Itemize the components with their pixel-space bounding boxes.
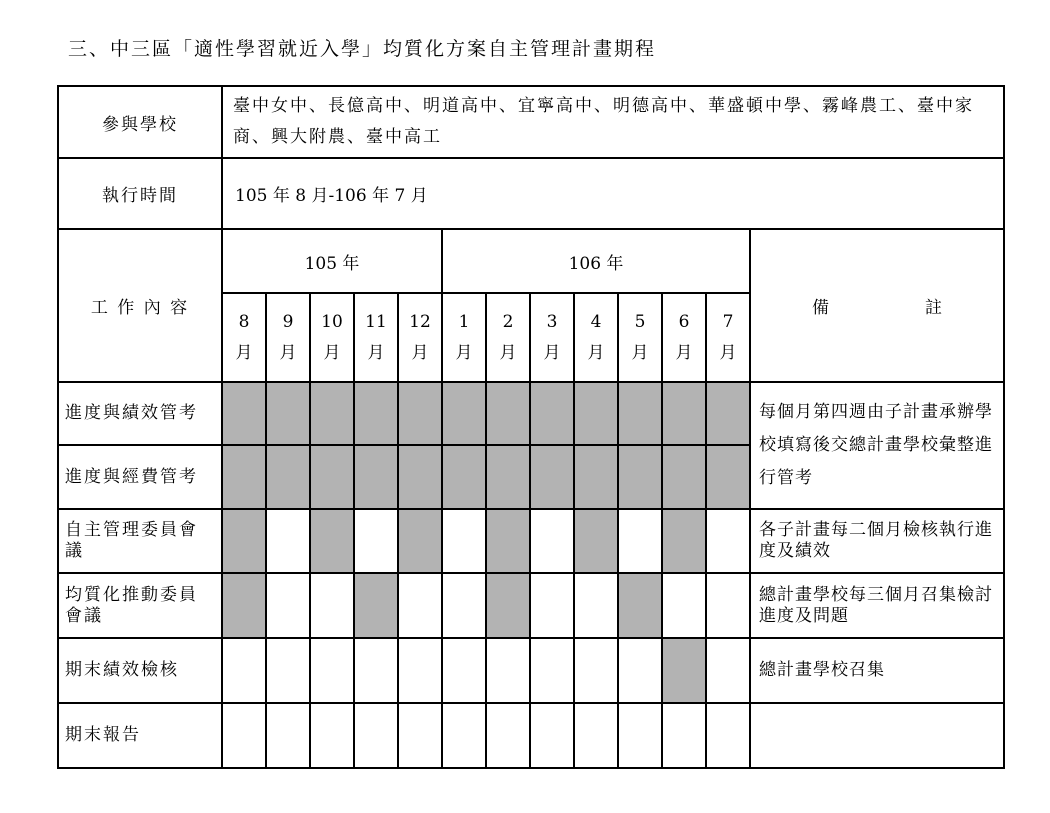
month-unit: 月 xyxy=(455,342,473,363)
task-label: 期末報告 xyxy=(58,703,222,768)
year-header-row xyxy=(58,229,1004,293)
month-number: 7 xyxy=(722,311,734,332)
schedule-cell xyxy=(486,573,530,638)
schedule-cell xyxy=(266,445,310,509)
remark-cell: 每個月第四週由子計畫承辦學校填寫後交總計畫學校彙整進行管考 xyxy=(750,382,1004,509)
month-number: 11 xyxy=(365,311,387,332)
month-header-12 xyxy=(706,293,750,382)
schedule-cell xyxy=(442,445,486,509)
schedule-table xyxy=(57,85,1005,769)
month-unit: 月 xyxy=(631,342,649,363)
schedule-cell xyxy=(706,703,750,768)
schedule-cell xyxy=(398,638,442,703)
task-row xyxy=(58,638,1004,703)
schedule-cell xyxy=(222,703,266,768)
schedule-cell xyxy=(398,703,442,768)
schedule-cell xyxy=(442,382,486,445)
schedule-cell xyxy=(222,382,266,445)
participants-row xyxy=(58,86,1004,158)
schedule-cell xyxy=(222,638,266,703)
month-number: 5 xyxy=(634,311,646,332)
schedule-cell xyxy=(266,638,310,703)
schedule-cell xyxy=(266,382,310,445)
period-label: 執行時間 xyxy=(58,158,222,229)
schedule-cell xyxy=(442,703,486,768)
schedule-cell xyxy=(266,573,310,638)
month-number: 10 xyxy=(321,311,343,332)
remark-cell: 總計畫學校召集 xyxy=(750,638,1004,703)
schedule-cell xyxy=(398,445,442,509)
month-header-3 xyxy=(310,293,354,382)
month-number: 2 xyxy=(502,311,514,332)
schedule-cell xyxy=(486,509,530,573)
schedule-cell xyxy=(266,703,310,768)
task-label: 進度與經費管考 xyxy=(58,445,222,509)
schedule-cell xyxy=(706,445,750,509)
schedule-cell xyxy=(398,382,442,445)
month-unit: 月 xyxy=(323,342,341,363)
schedule-cell xyxy=(662,638,706,703)
task-label: 期末績效檢核 xyxy=(58,638,222,703)
task-row xyxy=(58,382,1004,445)
schedule-cell xyxy=(354,509,398,573)
task-label: 進度與績效管考 xyxy=(58,382,222,445)
schedule-cell xyxy=(354,638,398,703)
schedule-cell xyxy=(442,573,486,638)
schedule-cell xyxy=(310,445,354,509)
schedule-cell xyxy=(618,703,662,768)
month-unit: 月 xyxy=(675,342,693,363)
schedule-cell xyxy=(398,573,442,638)
schedule-cell xyxy=(486,638,530,703)
schedule-cell xyxy=(618,509,662,573)
schedule-cell xyxy=(618,638,662,703)
year-105: 105 年 xyxy=(222,229,442,293)
month-number: 12 xyxy=(409,311,431,332)
schedule-cell xyxy=(530,638,574,703)
month-number: 6 xyxy=(678,311,690,332)
schedule-cell xyxy=(574,509,618,573)
month-number: 9 xyxy=(282,311,294,332)
month-header-9 xyxy=(574,293,618,382)
schedule-cell xyxy=(222,509,266,573)
schedule-cell xyxy=(574,382,618,445)
schedule-cell xyxy=(530,382,574,445)
month-unit: 月 xyxy=(499,342,517,363)
schedule-cell xyxy=(706,573,750,638)
schedule-cell xyxy=(662,509,706,573)
schedule-cell xyxy=(486,382,530,445)
schedule-cell xyxy=(266,509,310,573)
month-header-8 xyxy=(530,293,574,382)
schedule-cell xyxy=(530,573,574,638)
schedule-cell xyxy=(310,509,354,573)
month-header-5 xyxy=(398,293,442,382)
schedule-cell xyxy=(618,573,662,638)
month-header-11 xyxy=(662,293,706,382)
remark-cell: 總計畫學校每三個月召集檢討進度及問題 xyxy=(750,573,1004,638)
schedule-cell xyxy=(706,638,750,703)
schedule-cell xyxy=(486,445,530,509)
schedule-cell xyxy=(530,445,574,509)
remark-header-right: 註 xyxy=(925,298,942,318)
task-row xyxy=(58,573,1004,638)
year-106: 106 年 xyxy=(442,229,750,293)
schedule-cell xyxy=(662,382,706,445)
schedule-cell xyxy=(442,638,486,703)
month-unit: 月 xyxy=(587,342,605,363)
task-label: 均質化推動委員會議 xyxy=(58,573,222,638)
month-unit: 月 xyxy=(411,342,429,363)
month-header-4 xyxy=(354,293,398,382)
schedule-cell xyxy=(706,509,750,573)
month-unit: 月 xyxy=(279,342,297,363)
month-number: 8 xyxy=(238,311,250,332)
month-number: 3 xyxy=(546,311,558,332)
schedule-cell xyxy=(662,445,706,509)
month-header-6 xyxy=(442,293,486,382)
month-unit: 月 xyxy=(235,342,253,363)
remark-header xyxy=(750,229,1004,382)
month-header-10 xyxy=(618,293,662,382)
page-title: 三、中三區「適性學習就近入學」均質化方案自主管理計畫期程 xyxy=(68,38,657,60)
task-row xyxy=(58,509,1004,573)
schedule-cell xyxy=(310,573,354,638)
schedule-cell xyxy=(222,445,266,509)
remark-header-left: 備 xyxy=(812,298,829,318)
schedule-cell xyxy=(574,638,618,703)
schedule-cell xyxy=(618,445,662,509)
remark-cell xyxy=(750,703,1004,768)
schedule-cell xyxy=(398,509,442,573)
task-row xyxy=(58,703,1004,768)
schedule-cell xyxy=(530,703,574,768)
participants-label: 參與學校 xyxy=(58,86,222,158)
schedule-cell xyxy=(310,382,354,445)
work-content-label: 工 作 內 容 xyxy=(58,229,222,382)
month-header-7 xyxy=(486,293,530,382)
schedule-cell xyxy=(442,509,486,573)
schedule-cell xyxy=(222,573,266,638)
period-row xyxy=(58,158,1004,229)
schedule-cell xyxy=(706,382,750,445)
month-unit: 月 xyxy=(719,342,737,363)
month-header-2 xyxy=(266,293,310,382)
schedule-cell xyxy=(530,509,574,573)
schedule-cell xyxy=(574,703,618,768)
month-number: 1 xyxy=(458,311,470,332)
task-label: 自主管理委員會議 xyxy=(58,509,222,573)
schedule-cell xyxy=(574,573,618,638)
month-unit: 月 xyxy=(367,342,385,363)
schedule-cell xyxy=(662,703,706,768)
schedule-cell xyxy=(486,703,530,768)
schedule-cell xyxy=(354,445,398,509)
remark-cell: 各子計畫每二個月檢核執行進度及績效 xyxy=(750,509,1004,573)
schedule-cell xyxy=(354,382,398,445)
schedule-cell xyxy=(574,445,618,509)
schedule-cell xyxy=(618,382,662,445)
month-unit: 月 xyxy=(543,342,561,363)
schedule-cell xyxy=(354,573,398,638)
schedule-cell xyxy=(310,638,354,703)
schedule-cell xyxy=(662,573,706,638)
period-value: 105 年 8 月-106 年 7 月 xyxy=(222,158,1004,229)
schedule-cell xyxy=(310,703,354,768)
schedule-cell xyxy=(354,703,398,768)
participants-value: 臺中女中、長億高中、明道高中、宜寧高中、明德高中、華盛頓中學、霧峰農工、臺中家商、興大附農、臺中高工 xyxy=(222,86,1004,158)
month-header-1 xyxy=(222,293,266,382)
month-number: 4 xyxy=(590,311,602,332)
